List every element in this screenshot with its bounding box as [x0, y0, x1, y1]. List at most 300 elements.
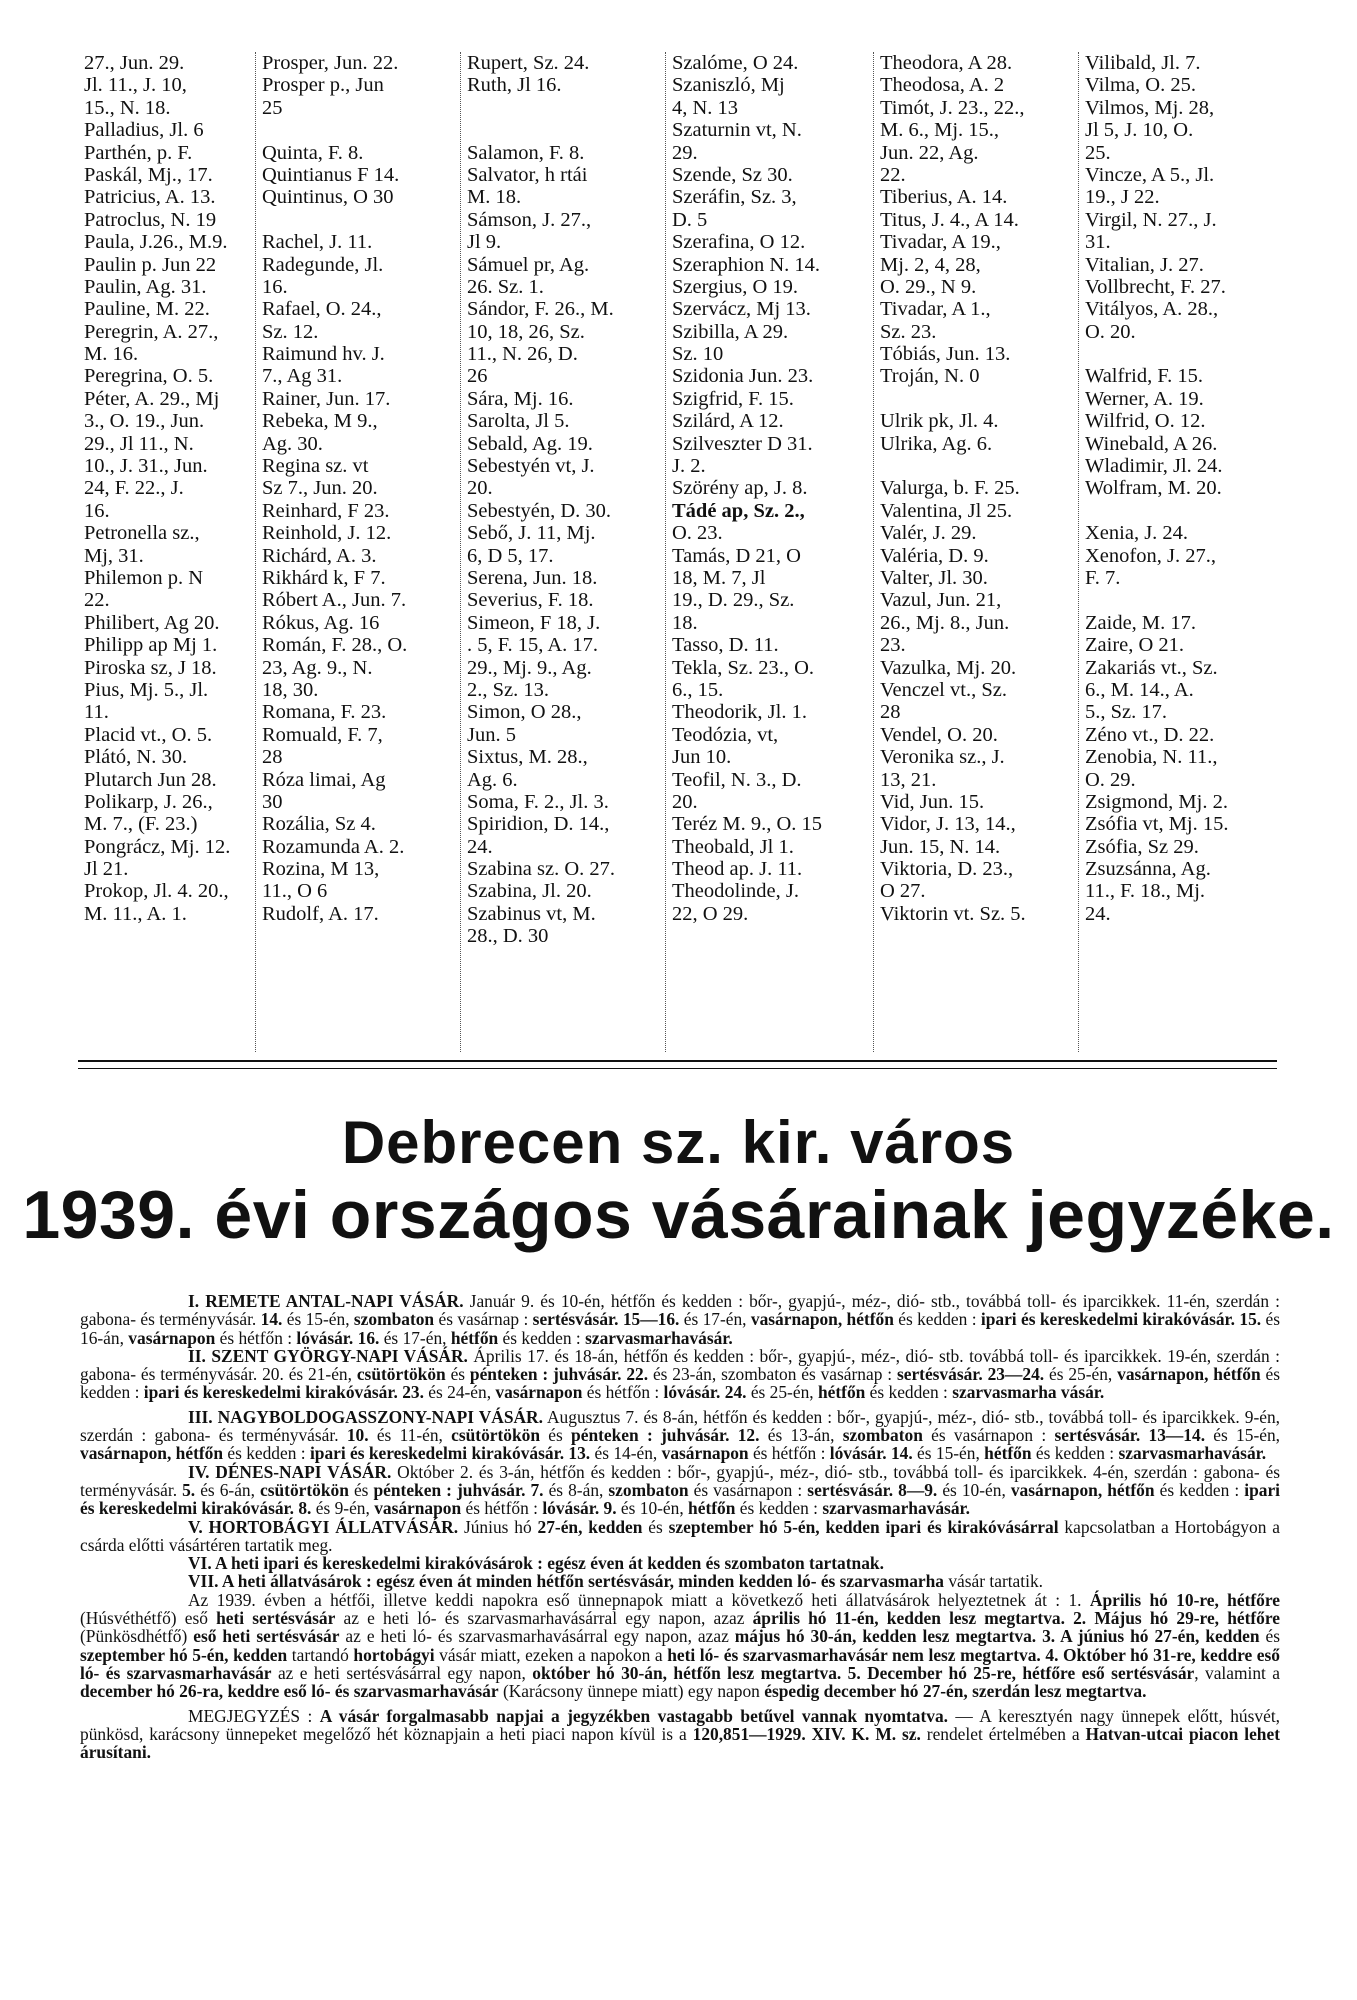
name-entry: Theodosa, A. 2 — [880, 74, 1005, 97]
name-entry: 19., J 22. — [1085, 186, 1160, 209]
text-run: és vasárnap : — [434, 1309, 533, 1330]
name-entry: Jun. 22, Ag. — [880, 141, 979, 164]
name-entry: Palladius, Jl. 6 — [84, 119, 204, 142]
text-run: VI. A heti ipari és kereskedelmi kirakóvásárok : egész éven át kedden és szombaton tartatnak. — [188, 1553, 884, 1574]
text-run: pénteken : juhvásár. 12. — [571, 1425, 760, 1446]
fair-paragraph — [80, 1518, 1280, 1555]
text-run: pénteken : juhvásár. 7. — [373, 1479, 544, 1500]
name-entry: Zéno vt., D. 22. — [1085, 723, 1215, 746]
name-entry: Soma, F. 2., Jl. 3. — [467, 790, 609, 813]
name-entry: Tasso, D. 11. — [672, 634, 779, 657]
text-run: sertésvásár. 13—14. — [1054, 1425, 1206, 1446]
text-run: október hó 30-án, hétfőn lesz megtartva. 5. December hó 25-re, hétfőre eső sertésvásár — [532, 1662, 1195, 1683]
text-run: éspedig december hó 27-én, szerdán lesz megtartva. — [764, 1681, 1147, 1702]
name-entry: Peregrin, A. 27., — [84, 320, 219, 343]
text-run: tartandó — [287, 1644, 354, 1665]
name-entry: Pius, Mj. 5., Jl. — [84, 678, 209, 701]
name-entry: Troján, N. 0 — [880, 365, 980, 388]
name-entry: 22. — [84, 589, 110, 612]
name-column — [255, 52, 460, 1052]
text-run: és 13-án, — [759, 1425, 843, 1446]
name-entry: Szilárd, A 12. — [672, 410, 784, 433]
text-run: V. HORTOBÁGYI ÁLLATVÁSÁR. — [188, 1516, 459, 1537]
text-run: vasárnapon — [128, 1327, 216, 1348]
name-entry: Tiberius, A. 14. — [880, 186, 1008, 209]
name-entry: M. 11., A. 1. — [84, 902, 187, 925]
divider-rule — [78, 1060, 1277, 1062]
name-entry — [880, 455, 1078, 477]
name-entry: Szabina, Jl. 20. — [467, 880, 592, 903]
name-entry: Vendel, O. 20. — [880, 723, 998, 746]
fair-paragraph — [80, 1707, 1280, 1762]
name-entry: O. 23. — [672, 522, 723, 545]
name-entry: Romana, F. 23. — [262, 701, 387, 724]
name-entry: Mj, 31. — [84, 544, 144, 567]
name-entry: Zsigmond, Mj. 2. — [1085, 790, 1228, 813]
name-entry: Patricius, A. 13. — [84, 186, 216, 209]
name-entry: O 27. — [880, 880, 926, 903]
name-entry: Veronika sz., J. — [880, 746, 1005, 769]
text-run: III. NAGYBOLDOGASSZONY-NAPI VÁSÁR. — [188, 1406, 543, 1427]
name-entry: 7., Ag 31. — [262, 365, 343, 388]
text-run: szarvasmarhavásár. — [585, 1327, 733, 1348]
name-entry: Jun. 15, N. 14. — [880, 835, 1001, 858]
text-run: Április hó 10-re, hétfőre — [1089, 1589, 1280, 1610]
name-entry: 20. — [672, 790, 698, 813]
text-run: szarvasmarhavásár. — [1118, 1443, 1267, 1464]
name-entry: Polikarp, J. 26., — [84, 790, 213, 813]
text-run: vasárnapon — [495, 1382, 583, 1403]
name-entry: M. 6., Mj. 15., — [880, 119, 1000, 142]
name-entry: Vid, Jun. 15. — [880, 790, 985, 813]
text-run: és — [1259, 1626, 1280, 1647]
name-entry: O. 20. — [1085, 320, 1136, 343]
name-entry: 24. — [1085, 902, 1111, 925]
name-entry — [1085, 500, 1298, 522]
text-run: és — [540, 1425, 572, 1446]
name-entry: Viktorin vt. Sz. 5. — [880, 902, 1026, 925]
name-entry: O. 29. — [1085, 768, 1136, 791]
name-entry: Valter, Jl. 30. — [880, 566, 988, 589]
name-entry: Szilveszter D 31. — [672, 432, 813, 455]
name-entry: Rainer, Jun. 17. — [262, 387, 391, 410]
name-entry: Szerafina, O 12. — [672, 231, 806, 254]
text-run: és vasárnapon : — [922, 1425, 1055, 1446]
text-run: Június hó — [458, 1516, 538, 1537]
text-run: (Karácsony ünnepe miatt) egy napon — [498, 1681, 765, 1702]
text-run: és kedden : — [735, 1498, 823, 1519]
name-entry: Sebestyén, D. 30. — [467, 499, 612, 522]
text-run: csütörtökön — [451, 1425, 541, 1446]
name-entry: O. 29., N 9. — [880, 275, 977, 298]
name-entry: Jl 21. — [84, 858, 129, 881]
name-entry: Spiridion, D. 14., — [467, 813, 610, 836]
name-entry: 6, D 5, 17. — [467, 544, 554, 567]
name-entry: Romuald, F. 7, — [262, 723, 383, 746]
name-entry: Xenofon, J. 27., — [1085, 544, 1216, 567]
name-entry: Szalóme, O 24. — [672, 52, 799, 74]
name-entry: Tivadar, A 1., — [880, 298, 991, 321]
name-entry: Sz 7., Jun. 20. — [262, 477, 378, 500]
text-run: hétfőn — [688, 1498, 736, 1519]
name-entry: Rozália, Sz 4. — [262, 813, 376, 836]
text-run: II. SZENT GYÖRGY-NAPI VÁSÁR. — [188, 1345, 468, 1366]
name-column — [665, 52, 873, 1052]
text-run: vasárnapon, hétfőn — [80, 1443, 224, 1464]
text-run: 10. — [346, 1425, 369, 1446]
text-run: és — [348, 1479, 374, 1500]
text-run: és 24-én, — [423, 1382, 496, 1403]
name-entry: Vazulka, Mj. 20. — [880, 656, 1017, 679]
name-entry: Vitályos, A. 28., — [1085, 298, 1219, 321]
name-entry: Jl. 11., J. 10, — [84, 74, 187, 97]
name-entry: Jun. 5 — [467, 723, 516, 746]
text-run: hortobágyi — [353, 1644, 435, 1665]
name-entry: Zsófia vt, Mj. 15. — [1085, 813, 1229, 836]
text-run: és hétfőn : — [461, 1498, 543, 1519]
fair-paragraph — [80, 1463, 1280, 1518]
text-run: szombaton — [842, 1425, 923, 1446]
name-entry: Teodózia, vt, — [672, 723, 779, 746]
text-run: lóvásár. 16. — [296, 1327, 380, 1348]
name-entry: 10., J. 31., Jun. — [84, 455, 208, 478]
name-entry: Rebeka, M 9., — [262, 410, 378, 433]
name-entry: Rafael, O. 24., — [262, 298, 382, 321]
name-entry: Szigfrid, F. 15. — [672, 387, 794, 410]
text-run: az e heti sertésvásárral egy napon, — [271, 1662, 533, 1683]
name-entry: Szörény ap, J. 8. — [672, 477, 808, 500]
text-run: ipari és kereskedelmi kirakóvásár. 13. — [309, 1443, 591, 1464]
name-entry: Sz. 23. — [880, 320, 937, 343]
name-entry: Timót, J. 23., 22., — [880, 96, 1025, 119]
name-entry: Tivadar, A 19., — [880, 231, 1001, 254]
name-entry: Salvator, h rtái — [467, 163, 588, 186]
name-entry: 18. — [672, 611, 698, 634]
text-run: és 6-án, — [195, 1479, 261, 1500]
text-run: és kedden : — [1031, 1443, 1119, 1464]
divider-rule — [78, 1068, 1277, 1069]
name-entry: 20. — [467, 477, 493, 500]
name-column — [1078, 52, 1298, 1052]
name-entry: 15., N. 18. — [84, 96, 171, 119]
name-entry: 18, 30. — [262, 678, 319, 701]
name-entry: Philemon p. N — [84, 566, 204, 589]
name-entry: Serena, Jun. 18. — [467, 566, 598, 589]
name-entry: Pauline, M. 22. — [84, 298, 210, 321]
name-entry: 16. — [84, 499, 110, 522]
name-entry: Werner, A. 19. — [1085, 387, 1204, 410]
name-entry: Szergius, O 19. — [672, 275, 799, 298]
name-entry: Zsófia, Sz 29. — [1085, 835, 1199, 858]
name-entry: Valér, J. 29. — [880, 522, 977, 545]
name-entry: Rozina, M 13, — [262, 858, 380, 881]
name-entry — [1085, 343, 1298, 365]
text-run: szombaton — [608, 1479, 689, 1500]
name-entry: Plutarch Jun 28. — [84, 768, 217, 791]
name-entry: 4, N. 13 — [672, 96, 739, 119]
text-run: május hó 30-án, kedden lesz megtartva. 3. A június hó 27-én, kedden — [734, 1626, 1260, 1647]
name-entry: Vitalian, J. 27. — [1085, 253, 1204, 276]
name-entry: Paula, J.26., M.9. — [84, 231, 228, 254]
text-run: és 17-én, — [679, 1309, 751, 1330]
text-run: Október 2. és 3-án, hétfőn és kedden : bőr-, gyapjú-, méz-, dió- stb., továbbá toll- és iparcikkek. 4-én, szerdán : gabona- és terményvásár. — [80, 1461, 1280, 1500]
name-entry: Szibilla, A 29. — [672, 320, 789, 343]
text-run: sertésvásár. 8—9. — [807, 1479, 938, 1500]
text-run: és 10-én, — [937, 1479, 1011, 1500]
name-entry: Sarolta, Jl 5. — [467, 410, 570, 433]
text-run: és kedden : — [498, 1327, 586, 1348]
name-entry: Szervácz, Mj 13. — [672, 298, 811, 321]
name-entry: Szabinus vt, M. — [467, 902, 596, 925]
name-entry: Rikhárd k, F 7. — [262, 566, 386, 589]
name-entry: Prosper, Jun. 22. — [262, 52, 399, 74]
name-entry: Szaturnin vt, N. — [672, 119, 802, 142]
text-run: lóvásár. 24. — [663, 1382, 747, 1403]
name-entry: 11. — [84, 701, 109, 724]
name-entry: Sebő, J. 11, Mj. — [467, 522, 596, 545]
name-entry: Simon, O 28., — [467, 701, 582, 724]
name-entry: Rupert, Sz. 24. — [467, 52, 590, 74]
name-entry: Teréz M. 9., O. 15 — [672, 813, 822, 836]
name-entry: Sebestyén vt, J. — [467, 455, 595, 478]
name-entry: 11., N. 26, D. — [467, 343, 578, 366]
name-entry: Jl 5, J. 10, O. — [1085, 119, 1194, 142]
name-entry: Placid vt., O. 5. — [84, 723, 213, 746]
text-run: — A keresztyén nagy ünnepek előtt, húsvét, pünkösd, karácsony ünnepeket megelőző hét köznapjain a heti piaci napon kívül is a — [80, 1705, 1280, 1744]
name-entry: J. 2. — [672, 455, 706, 478]
name-entry: 25 — [262, 96, 283, 119]
text-run: vásár tartatik. — [944, 1571, 1043, 1592]
name-entry: 11., F. 18., Mj. — [1085, 880, 1206, 903]
name-entry: Radegunde, Jl. — [262, 253, 384, 276]
name-entry: 29., Jl 11., N. — [84, 432, 194, 455]
name-entry: Román, F. 28., O. — [262, 634, 408, 657]
name-entry: Rudolf, A. 17. — [262, 902, 379, 925]
fair-paragraph — [80, 1572, 1280, 1590]
text-run: és 15-én, — [1205, 1425, 1281, 1446]
name-entry: Vollbrecht, F. 27. — [1085, 275, 1226, 298]
text-run: hétfőn — [450, 1327, 499, 1348]
name-entry: Theodorik, Jl. 1. — [672, 701, 807, 724]
name-entry: 24, F. 22., J. — [84, 477, 184, 500]
text-run: és kedden : — [223, 1443, 310, 1464]
name-entry: Mj. 2, 4, 28, — [880, 253, 981, 276]
text-run: ipari és kereskedelmi kirakóvásár. 23. — [143, 1382, 424, 1403]
name-entry: Philibert, Ag 20. — [84, 611, 220, 634]
name-entry: 28 — [262, 746, 283, 769]
name-entry: Pongrácz, Mj. 12. — [84, 835, 231, 858]
name-entry: Sára, Mj. 16. — [467, 387, 574, 410]
name-entry: Vincze, A 5., Jl. — [1085, 163, 1215, 186]
name-entry: Paulin p. Jun 22 — [84, 253, 217, 276]
name-entry: 24. — [467, 835, 493, 858]
name-entry: M. 18. — [467, 186, 522, 209]
text-run: hétfőn — [984, 1443, 1032, 1464]
name-entry: Regina sz. vt — [262, 455, 369, 478]
name-entry: 3., O. 19., Jun. — [84, 410, 205, 433]
name-entry — [262, 209, 460, 231]
name-entry — [467, 119, 665, 141]
fair-list-body — [80, 1292, 1280, 1761]
text-run: és — [445, 1364, 470, 1385]
text-run: és kedden : — [893, 1309, 981, 1330]
name-entry: Róza limai, Ag — [262, 768, 386, 791]
name-entry: 22. — [880, 163, 906, 186]
name-entry: Theobald, Jl 1. — [672, 835, 794, 858]
name-entry: Sámson, J. 27., — [467, 208, 592, 231]
name-entry: Reinhard, F 23. — [262, 499, 390, 522]
name-entry: D. 5 — [672, 208, 708, 231]
text-run: (Húsvéthétfő) eső — [80, 1608, 217, 1629]
name-entry: 29., Mj. 9., Ag. — [467, 656, 592, 679]
text-run: és hétfőn : — [215, 1327, 297, 1348]
name-entry: Reinhold, J. 12. — [262, 522, 392, 545]
name-entry: Winebald, A 26. — [1085, 432, 1218, 455]
name-entry: Vilma, O. 25. — [1085, 74, 1196, 97]
name-entry: Róbert A., Jun. 7. — [262, 589, 407, 612]
name-entry: Zaire, O 21. — [1085, 634, 1185, 657]
text-run: IV. DÉNES-NAPI VÁSÁR. — [188, 1461, 392, 1482]
text-run: Hatvan-utcai piacon lehet árusítani. — [80, 1723, 1280, 1763]
text-run: hétfőn — [817, 1382, 866, 1403]
text-run: vasárnapon, hétfőn — [1117, 1364, 1261, 1385]
name-entry: 16. — [262, 275, 288, 298]
name-column — [873, 52, 1078, 1052]
name-entry: Piroska sz, J 18. — [84, 656, 217, 679]
name-entry: 26., Mj. 8., Jun. — [880, 611, 1010, 634]
text-run: és 17-én, — [379, 1327, 451, 1348]
name-entry: 19., D. 29., Sz. — [672, 589, 795, 612]
text-run: és 25-én, — [1044, 1364, 1118, 1385]
text-run: csütörtökön — [260, 1479, 349, 1500]
name-entry: Theodora, A 28. — [880, 52, 1013, 74]
text-run: április hó 11-én, kedden lesz megtartva. 2. Május hó 29-re, hétfőre — [752, 1608, 1280, 1629]
name-entry: 27., Jun. 29. — [84, 52, 185, 74]
name-entry: Péter, A. 29., Mj — [84, 387, 220, 410]
text-run: vasárnapon, hétfőn — [750, 1309, 894, 1330]
name-entry: Quinta, F. 8. — [262, 141, 364, 164]
name-entry: 30 — [262, 790, 283, 813]
text-run: és 15-én, — [912, 1443, 985, 1464]
name-entry: M. 7., (F. 23.) — [84, 813, 198, 836]
name-entry — [467, 97, 665, 119]
text-run: pénteken : juhvásár. 22. — [469, 1364, 649, 1385]
name-entry — [262, 119, 460, 141]
name-entry: Paskál, Mj., 17. — [84, 163, 213, 186]
name-entry: Simeon, F 18, J. — [467, 611, 601, 634]
text-run: 27-én, kedden — [537, 1516, 643, 1537]
name-entry: 2., Sz. 13. — [467, 678, 549, 701]
name-entry: Plátó, N. 30. — [84, 746, 188, 769]
name-entry: Richárd, A. 3. — [262, 544, 377, 567]
name-entry: 13, 21. — [880, 768, 937, 791]
name-entry: 23. — [880, 634, 906, 657]
name-entry: 23, Ag. 9., N. — [262, 656, 373, 679]
text-run: lóvásár. 14. — [829, 1443, 913, 1464]
name-entry: Vazul, Jun. 21, — [880, 589, 1002, 612]
text-run: és kedden : — [865, 1382, 953, 1403]
name-entry: Zaide, M. 17. — [1085, 611, 1197, 634]
name-entry: Prosper p., Jun — [262, 74, 384, 97]
heading-title: 1939. évi országos vásárainak jegyzéke. — [22, 1177, 1335, 1253]
name-entry: Wladimir, Jl. 24. — [1085, 455, 1223, 478]
name-entry: Tamás, D 21, O — [672, 544, 801, 567]
text-run: és 16-án, — [80, 1309, 1280, 1348]
name-entry: Szeráfin, Sz. 3, — [672, 186, 797, 209]
name-entry: Szeraphion N. 14. — [672, 253, 821, 276]
name-entry: Ruth, Jl 16. — [467, 74, 562, 97]
name-entry: Zenobia, N. 11., — [1085, 746, 1218, 769]
heading-city: Debrecen sz. kir. város — [341, 1109, 1016, 1176]
text-run: és 10-én, — [616, 1498, 689, 1519]
text-run: sertésvásár. 23—24. — [896, 1364, 1045, 1385]
name-entry: Theodolinde, J. — [672, 880, 799, 903]
name-entry: Rókus, Ag. 16 — [262, 611, 380, 634]
text-run: és 14-én, — [590, 1443, 662, 1464]
text-run: MEGJEGYZÉS : — [188, 1705, 320, 1726]
text-run: , valamint a — [1194, 1662, 1280, 1683]
fair-paragraph — [80, 1292, 1280, 1347]
name-entry: Sebald, Ag. 19. — [467, 432, 593, 455]
name-entry: Jun 10. — [672, 746, 732, 769]
name-entry: Quintianus F 14. — [262, 163, 400, 186]
text-run: és kedden : — [80, 1364, 1280, 1403]
name-entry: Vidor, J. 13, 14., — [880, 813, 1016, 836]
name-entry: . 5, F. 15, A. 17. — [467, 634, 599, 657]
text-run: heti ló- és szarvasmarhavásár nem lesz megtartva. 4. Október hó 31-re, keddre eső ló- és szarvasmarhavásár — [80, 1644, 1280, 1683]
name-entry: Vilibald, Jl. 7. — [1085, 52, 1201, 74]
name-entry: Severius, F. 18. — [467, 589, 594, 612]
text-run: december hó 26-ra, keddre eső ló- és szarvasmarhavásár — [80, 1681, 499, 1702]
name-entry: Wolfram, M. 20. — [1085, 477, 1222, 500]
name-entry: Ulrik pk, Jl. 4. — [880, 410, 999, 433]
name-entry: 6., M. 14., A. — [1085, 678, 1194, 701]
name-entry: 28., D. 30 — [467, 925, 549, 948]
name-entry: Sixtus, M. 28., — [467, 746, 588, 769]
name-entry: M. 16. — [84, 343, 139, 366]
fair-paragraph — [80, 1554, 1280, 1572]
text-run: és 23-án, szombaton és vasárnap : — [648, 1364, 897, 1385]
name-column — [78, 52, 255, 1052]
text-run: és — [642, 1516, 669, 1537]
text-run: 120,851—1929. XIV. K. M. sz. — [692, 1723, 921, 1744]
name-entry: Szidonia Jun. 23. — [672, 365, 814, 388]
name-entry: Zakariás vt., Sz. — [1085, 656, 1218, 679]
text-run: I. REMETE ANTAL-NAPI VÁSÁR. — [188, 1291, 464, 1311]
name-entry: Tóbiás, Jun. 13. — [880, 343, 1011, 366]
text-run: (Pünkösdhétfő) — [80, 1626, 194, 1647]
name-entry: Philipp ap Mj 1. — [84, 634, 218, 657]
name-entry: F. 7. — [1085, 566, 1121, 589]
name-entry: Xenia, J. 24. — [1085, 522, 1189, 545]
name-entry: Raimund hv. J. — [262, 343, 385, 366]
name-entry: Quintinus, O 30 — [262, 186, 394, 209]
name-entry: Venczel vt., Sz. — [880, 678, 1007, 701]
text-run: és hétfőn : — [582, 1382, 664, 1403]
name-entry: Ag. 6. — [467, 768, 518, 791]
name-entry: Walfrid, F. 15. — [1085, 365, 1203, 388]
name-entry: Szende, Sz 30. — [672, 163, 793, 186]
name-entry: Tekla, Sz. 23., O. — [672, 656, 815, 679]
fair-paragraph — [80, 1347, 1280, 1402]
name-entry: Ag. 30. — [262, 432, 323, 455]
text-run: az e heti ló- és szarvasmarhavásárral egy napon, azaz — [339, 1626, 735, 1647]
name-entry: Zsuzsánna, Ag. — [1085, 858, 1211, 881]
name-entry: Ulrika, Ag. 6. — [880, 432, 993, 455]
name-entry: Teofil, N. 3., D. — [672, 768, 802, 791]
text-run: szeptember hó 5-én, kedden — [80, 1644, 288, 1665]
text-run: ipari és kereskedelmi kirakóvásár. 15. — [980, 1309, 1262, 1330]
